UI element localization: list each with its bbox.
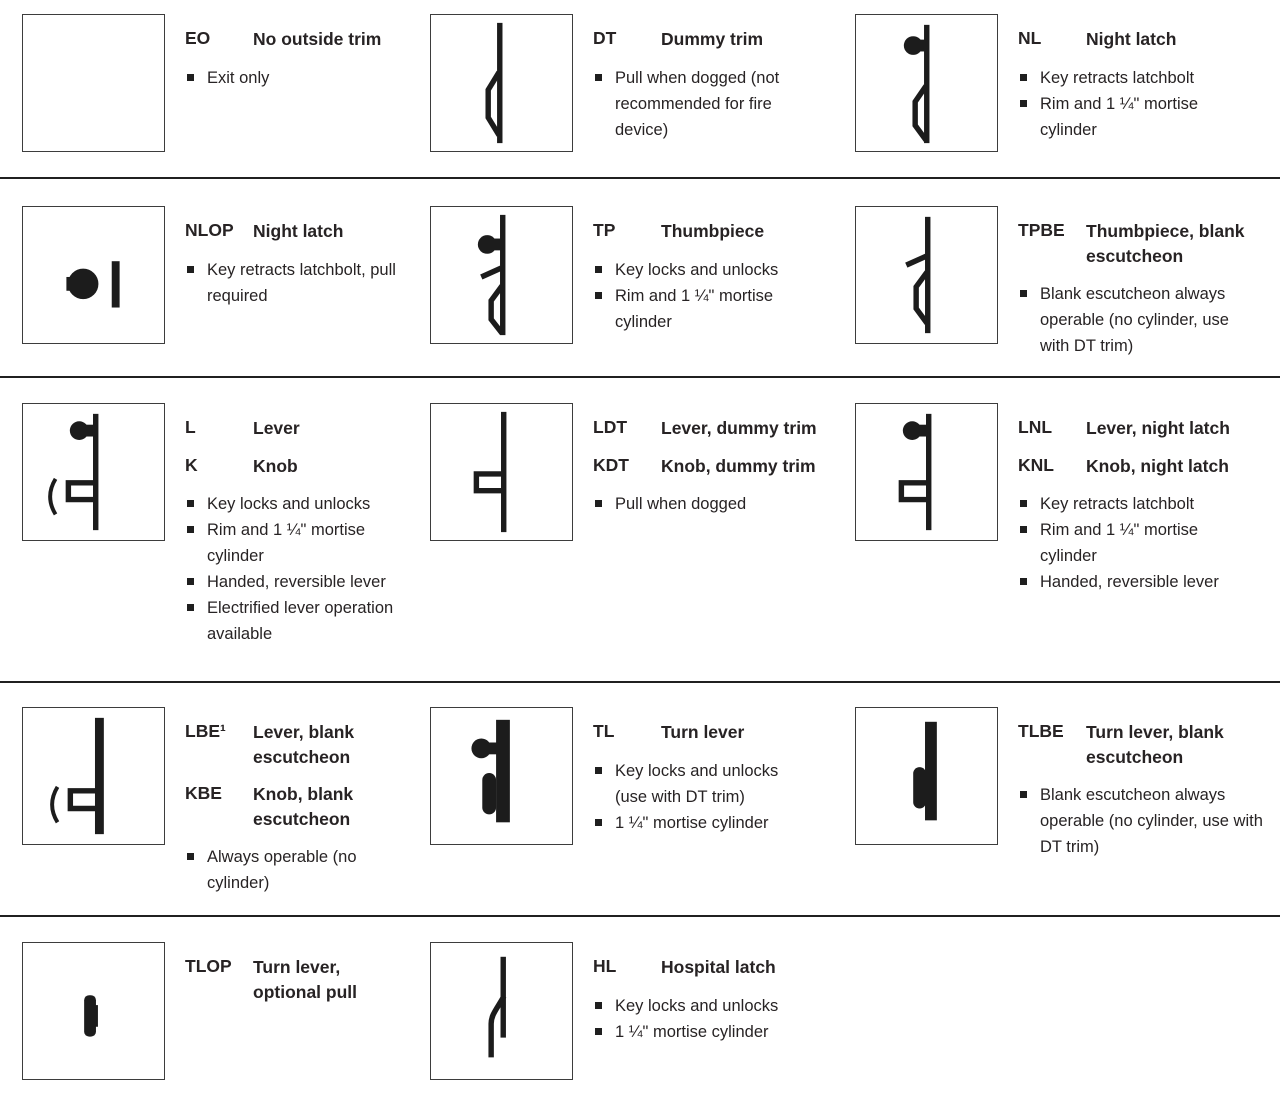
trim-info bbox=[593, 206, 807, 335]
bullet-text: Key locks and unlocks bbox=[615, 260, 779, 279]
bullet-item bbox=[185, 517, 399, 569]
trim-code: HL bbox=[593, 956, 617, 976]
empty-cell bbox=[855, 942, 1280, 1100]
trim-code: LNL bbox=[1018, 417, 1053, 437]
trim-info bbox=[185, 403, 399, 647]
bullet-item bbox=[185, 65, 381, 91]
trim-row-2 bbox=[0, 177, 1280, 376]
trim-cell-l-k bbox=[22, 403, 430, 681]
trim-title: Hospital latch bbox=[661, 957, 776, 977]
hospital-latch-icon bbox=[431, 943, 572, 1079]
trim-title: Knob, blank escutcheon bbox=[253, 784, 354, 829]
bullet-text: Electrified lever operation available bbox=[207, 599, 394, 643]
bullet-square-icon bbox=[187, 74, 194, 81]
trim-title: No outside trim bbox=[253, 29, 382, 49]
bullet-square-icon bbox=[1020, 100, 1027, 107]
bullet-item bbox=[185, 491, 399, 517]
bullet-square-icon bbox=[187, 578, 194, 585]
eo-illustration-box bbox=[22, 14, 165, 152]
trim-row-1 bbox=[0, 0, 1280, 177]
bullet-text: Key retracts latchbolt bbox=[1040, 495, 1195, 513]
lnl-knl-illustration-box bbox=[855, 403, 998, 541]
bullet-text: Handed, reversible lever bbox=[1040, 573, 1219, 591]
trim-bullets bbox=[593, 491, 817, 517]
bullet-square-icon bbox=[595, 74, 602, 81]
trim-info bbox=[185, 206, 397, 309]
trim-title: Lever, night latch bbox=[1086, 418, 1230, 438]
trim-info bbox=[185, 942, 383, 1004]
nlop-illustration-box bbox=[22, 206, 165, 344]
bullet-square-icon bbox=[187, 853, 194, 860]
bullet-square-icon bbox=[1020, 290, 1027, 297]
tpbe-illustration-box bbox=[855, 206, 998, 344]
bullet-square-icon bbox=[595, 1002, 602, 1009]
trim-cell-ldt-kdt bbox=[430, 403, 855, 681]
bullet-text: Key locks and unlocks bbox=[207, 495, 371, 513]
trim-title: Thumbpiece bbox=[661, 221, 765, 241]
bullet-square-icon bbox=[595, 292, 602, 299]
trim-bullets bbox=[1018, 65, 1255, 143]
bullet-square-icon bbox=[595, 1028, 602, 1035]
bullet-item bbox=[1018, 491, 1255, 517]
trim-code: EO bbox=[185, 28, 211, 48]
bullet-text: 1 ¼" mortise cylinder bbox=[615, 813, 769, 832]
bullet-square-icon bbox=[1020, 526, 1027, 533]
bullet-text: Key locks and unlocks (use with DT trim) bbox=[615, 761, 779, 806]
bullet-text: Pull when dogged bbox=[615, 495, 747, 513]
tlbe-illustration-box bbox=[855, 707, 998, 845]
bullet-text: Key retracts latchbolt, pull required bbox=[207, 260, 396, 305]
trim-title: Night latch bbox=[253, 221, 344, 241]
bullet-item bbox=[593, 283, 807, 335]
bullet-square-icon bbox=[1020, 500, 1027, 507]
trim-cell-tpbe bbox=[855, 206, 1280, 376]
bullet-square-icon bbox=[187, 266, 194, 273]
trim-bullets bbox=[1018, 491, 1255, 595]
bullet-square-icon bbox=[595, 819, 602, 826]
hl-illustration-box bbox=[430, 942, 573, 1080]
bullet-text: 1 ¼" mortise cylinder bbox=[615, 1022, 769, 1041]
trim-title: Night latch bbox=[1086, 29, 1177, 49]
trim-row-5 bbox=[0, 915, 1280, 1100]
trim-code: NLOP bbox=[185, 220, 234, 240]
bullet-item bbox=[593, 758, 807, 810]
bullet-text: Handed, reversible lever bbox=[207, 573, 386, 591]
bullet-item bbox=[1018, 65, 1255, 91]
trim-title: Lever, dummy trim bbox=[661, 418, 817, 438]
trim-code: KNL bbox=[1018, 454, 1054, 475]
bullet-item bbox=[185, 844, 397, 896]
bullet-item bbox=[1018, 782, 1275, 860]
bullet-square-icon bbox=[187, 526, 194, 533]
trim-bullets bbox=[185, 257, 397, 309]
bullet-square-icon bbox=[1020, 74, 1027, 81]
trim-bullets bbox=[1018, 281, 1255, 359]
bullet-item bbox=[593, 491, 817, 517]
bullet-item bbox=[185, 569, 399, 595]
trim-cell-eo bbox=[22, 14, 430, 177]
bullet-item bbox=[185, 595, 399, 647]
trim-code: TP bbox=[593, 220, 616, 240]
bullet-square-icon bbox=[187, 500, 194, 507]
trim-code: TL bbox=[593, 721, 615, 741]
trim-title: Turn lever, optional pull bbox=[253, 957, 358, 1002]
nl-illustration-box bbox=[855, 14, 998, 152]
trim-cell-tp bbox=[430, 206, 855, 376]
trim-info bbox=[593, 942, 778, 1045]
lever-dummy-icon bbox=[431, 404, 572, 540]
trim-cell-nl bbox=[855, 14, 1280, 177]
empty-box-icon bbox=[23, 15, 164, 151]
bullet-square-icon bbox=[187, 604, 194, 611]
bullet-text: Blank escutcheon always operable (no cylinder, use with DT trim) bbox=[1040, 285, 1229, 355]
trim-info bbox=[593, 707, 807, 836]
lever-blank-escutcheon-icon bbox=[23, 708, 164, 844]
trim-bullets bbox=[1018, 782, 1275, 860]
trim-code: KDT bbox=[593, 454, 629, 475]
bullet-item bbox=[593, 810, 807, 836]
bullet-text: Key locks and unlocks bbox=[615, 996, 779, 1015]
trim-cell-tlbe bbox=[855, 707, 1280, 915]
cylinder-door-pull-icon bbox=[856, 15, 997, 151]
trim-code: LBE¹ bbox=[185, 721, 226, 741]
trim-title: Knob, dummy trim bbox=[661, 455, 816, 476]
trim-row-4 bbox=[0, 681, 1280, 915]
bullet-square-icon bbox=[1020, 578, 1027, 585]
trim-code: TLOP bbox=[185, 956, 232, 976]
bullet-item bbox=[1018, 569, 1255, 595]
trim-bullets bbox=[185, 844, 397, 896]
tlop-illustration-box bbox=[22, 942, 165, 1080]
trim-title: Lever bbox=[253, 418, 300, 438]
trim-cell-dt bbox=[430, 14, 855, 177]
ldt-kdt-illustration-box bbox=[430, 403, 573, 541]
trim-code: KBE bbox=[185, 783, 222, 803]
bullet-item bbox=[593, 993, 778, 1019]
trim-title: Knob, night latch bbox=[1086, 455, 1229, 476]
bullet-text: Exit only bbox=[207, 68, 270, 87]
trim-bullets bbox=[593, 758, 807, 836]
trim-row-3 bbox=[0, 376, 1280, 681]
bullet-text: Blank escutcheon always operable (no cylinder, use with DT trim) bbox=[1040, 786, 1263, 856]
trim-code: L bbox=[185, 417, 196, 437]
trim-cell-tl bbox=[430, 707, 855, 915]
trim-code: DT bbox=[593, 28, 617, 48]
trim-title: Lever, blank escutcheon bbox=[253, 722, 355, 767]
trim-cell-hl bbox=[430, 942, 855, 1100]
thumbpiece-pull-icon bbox=[856, 207, 997, 343]
turn-lever-blank-escutcheon-icon bbox=[856, 708, 997, 844]
cylinder-front-icon bbox=[23, 207, 164, 343]
trim-bullets bbox=[185, 491, 399, 647]
bullet-text: Rim and 1 ¼" mortise cylinder bbox=[615, 286, 774, 331]
trim-title: Turn lever bbox=[661, 722, 745, 742]
trim-code: LDT bbox=[593, 417, 628, 437]
trim-bullets bbox=[593, 257, 807, 335]
cylinder-lever-icon bbox=[23, 404, 164, 540]
trim-info bbox=[1018, 206, 1255, 359]
cylinder-turn-lever-icon bbox=[431, 708, 572, 844]
bullet-item bbox=[1018, 517, 1255, 569]
trim-info bbox=[1018, 14, 1255, 143]
trim-code: NL bbox=[1018, 28, 1042, 48]
trim-cell-nlop bbox=[22, 206, 430, 376]
trim-bullets bbox=[593, 65, 807, 143]
tp-illustration-box bbox=[430, 206, 573, 344]
trim-cell-lbe-kbe bbox=[22, 707, 430, 915]
trim-title: Knob bbox=[253, 455, 298, 476]
bullet-item bbox=[593, 1019, 778, 1045]
bullet-text: Key retracts latchbolt bbox=[1040, 68, 1195, 87]
bullet-square-icon bbox=[595, 266, 602, 273]
l-k-illustration-box bbox=[22, 403, 165, 541]
trim-code: TLBE bbox=[1018, 721, 1064, 741]
trim-info bbox=[593, 403, 817, 517]
bullet-text: Rim and 1 ¼" mortise cylinder bbox=[1040, 94, 1199, 139]
lbe-kbe-illustration-box bbox=[22, 707, 165, 845]
bullet-text: Pull when dogged (not recommended for fire device) bbox=[615, 68, 780, 139]
cylinder-thumbpiece-pull-icon bbox=[431, 207, 572, 343]
tl-illustration-box bbox=[430, 707, 573, 845]
bullet-item bbox=[185, 257, 397, 309]
bullet-square-icon bbox=[595, 767, 602, 774]
door-pull-icon bbox=[431, 15, 572, 151]
bullet-item bbox=[593, 65, 807, 143]
bullet-item bbox=[593, 257, 807, 283]
dt-illustration-box bbox=[430, 14, 573, 152]
trim-cell-lnl-knl bbox=[855, 403, 1280, 681]
cylinder-lever-night-latch-icon bbox=[856, 404, 997, 540]
trim-title: Turn lever, blank escutcheon bbox=[1086, 722, 1224, 767]
turn-lever-only-icon bbox=[23, 943, 164, 1079]
bullet-square-icon bbox=[595, 500, 602, 507]
bullet-item bbox=[1018, 91, 1255, 143]
bullet-square-icon bbox=[1020, 791, 1027, 798]
trim-info bbox=[1018, 403, 1255, 595]
trim-info bbox=[185, 14, 381, 91]
bullet-item bbox=[1018, 281, 1255, 359]
bullet-text: Rim and 1 ¼" mortise cylinder bbox=[207, 521, 366, 565]
trim-bullets bbox=[593, 993, 778, 1045]
trim-info bbox=[593, 14, 807, 143]
trim-title: Dummy trim bbox=[661, 29, 764, 49]
trim-code: K bbox=[185, 454, 198, 475]
trim-title: Thumbpiece, blank escutcheon bbox=[1086, 221, 1245, 266]
trim-code: TPBE bbox=[1018, 220, 1065, 240]
trim-info bbox=[185, 707, 397, 896]
trim-bullets bbox=[185, 65, 381, 91]
trim-cell-tlop bbox=[22, 942, 430, 1100]
bullet-text: Always operable (no cylinder) bbox=[207, 848, 357, 892]
trim-info bbox=[1018, 707, 1275, 860]
bullet-text: Rim and 1 ¼" mortise cylinder bbox=[1040, 521, 1199, 565]
